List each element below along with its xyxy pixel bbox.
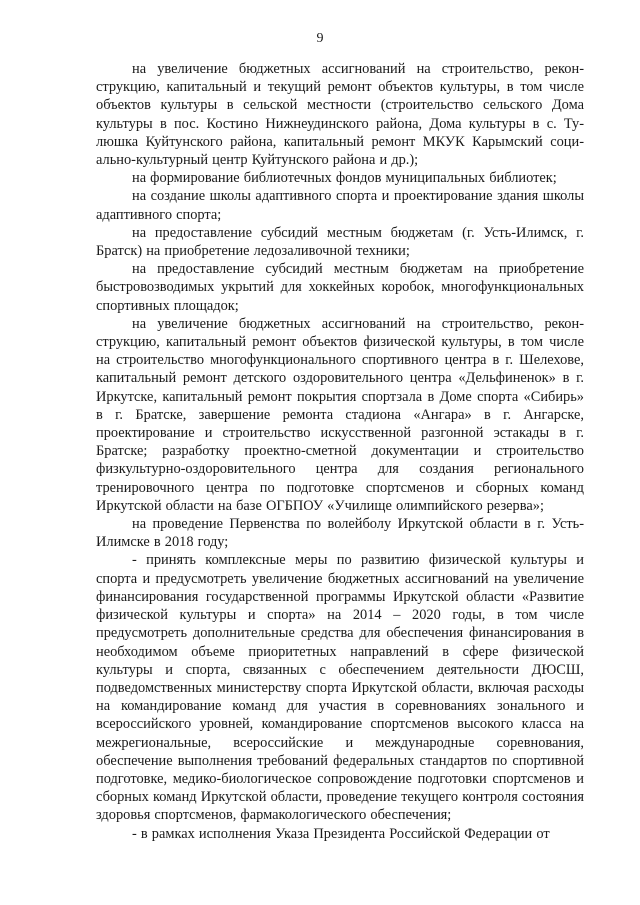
paragraph-hockey-shelter-subsidies: на предоставление субсидий местным бюджетам на приобретение быстровозводимых укрытий для хоккейных коробок, многофункциональных спортивных площадок; [96,261,584,314]
paragraph-sport-facilities-construction: на увеличение бюджетных ассигнований на строительство, реконструкцию, капитальный ремонт объектов физической культуры, в том числе на строительство многофункционального спортивного центра в г. Шелехове, капитальный ремонт детского оздоровительного центра «Дельфиненок» в г. Иркутске, капитальный ремонт покрытия спортзала в Доме спорта «Сибирь» в г. Братске, завершение ремонта стадиона «Ангара» в г. Ангарске, проектирование и строительство искусственной разгонной эстакады в г. Братске; разработку проектно-сметной документации и строительство физкультурно-оздоровительного центра для создания регионального тренировочного центра по подготовке спортсменов и сборных команд Иркутской области на базе ОГБПОУ «Училище олимпийского резерва»; [96,315,584,514]
paragraph-volleyball-championship: на проведение Первенства по волейболу Иркутской области в г. Усть-Илимске в 2018 году; [96,516,584,551]
paragraph-ice-resurfacing-subsidies: на предоставление субсидий местным бюджетам (г. Усть-Илимск, г. Братск) на приобретение ледозаливочной техники; [96,224,584,260]
document-body [96,60,584,843]
paragraph-presidential-decree: - в рамках исполнения Указа Президента Российской Федерации от [132,825,550,842]
paragraph-adaptive-sport-school: на создание школы адаптивного спорта и проектирование здания школы адаптивного спорта; [96,188,584,223]
page-number: 9 [316,31,324,46]
paragraph-culture-funding: на увеличение бюджетных ассигнований на строительство, реконструкцию, капитальный и текущий ремонт объектов культуры, в том числе объектов культуры в сельской местности (строительство сельского Дома культуры в пос. Костино Нижнеудинского района, Дома культуры в с. Тулюшка Куйтунского района, капитальный ремонт МКУК Карымский социально-культурный центр Куйтунского района и др.); [96,61,584,169]
paragraph-library-funds: на формирование библиотечных фондов муниципальных библиотек; [132,170,557,187]
paragraph-sport-development-measures: - принять комплексные меры по развитию физической культуры и спорта и предусмотреть увеличение бюджетных ассигнований на увеличение финансирования государственной программы Иркутской области «Развитие физической культуры и спорта» на 2014 – 2020 годы, в том числе предусмотреть дополнительные средства для обеспечения финансирования в необходимом объеме приоритетных направлений в сфере физической культуры и спорта, связанных с обеспечением деятельности ДЮСШ, подведомственных министерству спорта Иркутской области, включая расходы на командирование команд для участия в соревнованиях зонального и всероссийского уровней, командирование спортсменов высокого класса на межрегиональные, всероссийские и международные соревнования, обеспечение выполнения требований федеральных стандартов по спортивной подготовке, медико-биологическое сопровождение подготовки спортсменов и сборных команд Иркутской области, проведение текущего контроля состояния здоровья спортсменов, фармакологического обеспечения; [96,552,584,824]
